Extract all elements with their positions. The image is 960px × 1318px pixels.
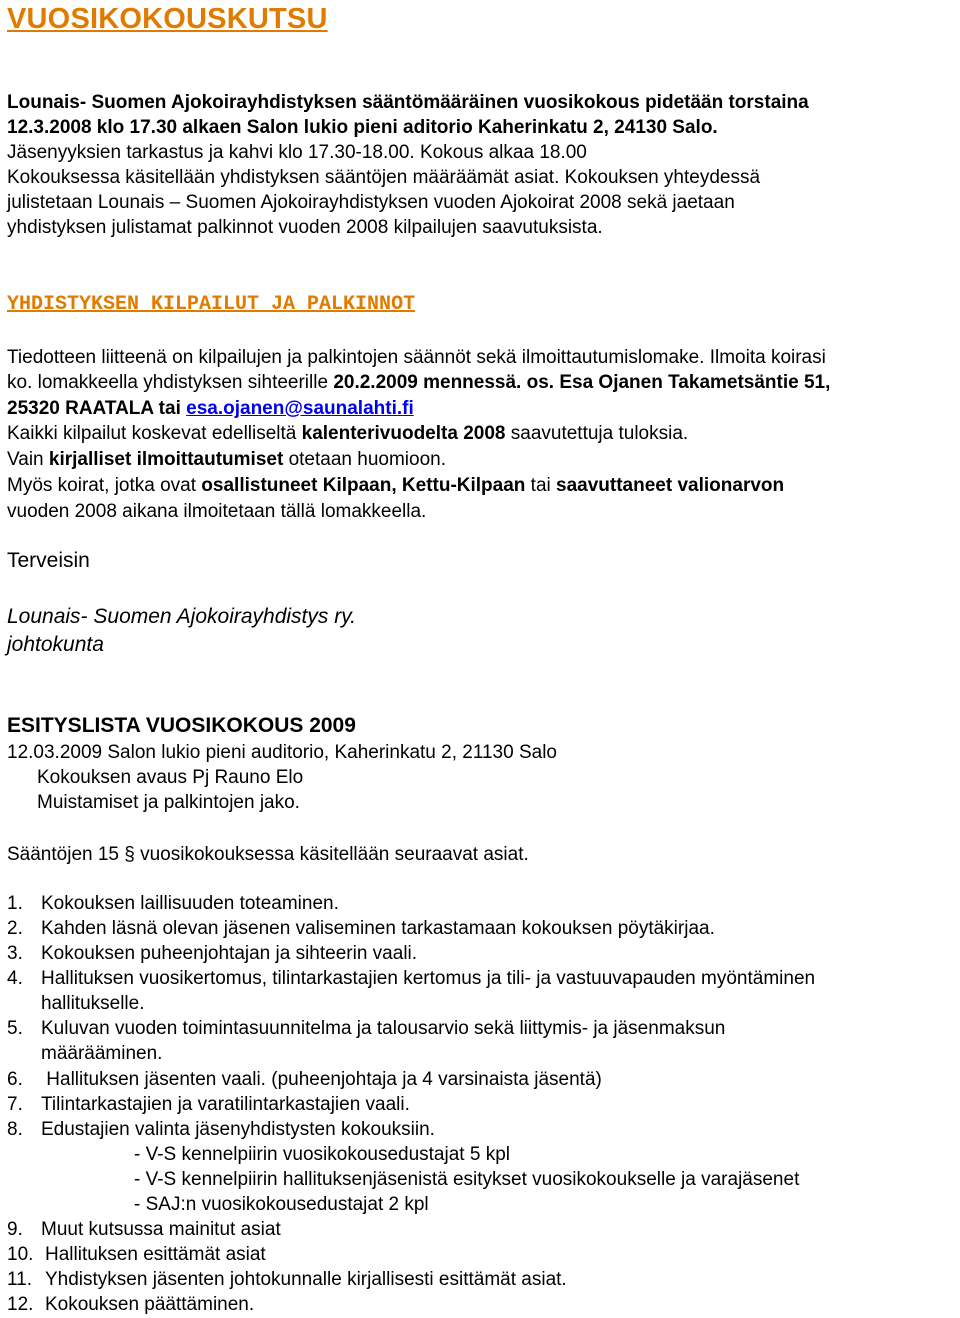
item-number: 3. <box>7 943 23 964</box>
agenda-item <box>7 1267 567 1292</box>
item-number: 11. <box>7 1269 33 1290</box>
agenda-subitem: - SAJ:n vuosikokousedustajat 2 kpl <box>134 1194 429 1215</box>
agenda-item <box>7 1117 435 1142</box>
org-signature: Lounais- Suomen Ajokoirayhdistys ry. <box>7 605 356 628</box>
item-text: Kahden läsnä olevan jäsenen valiseminen tarkastamaan kokouksen pöytäkirjaa. <box>41 918 715 939</box>
competitions-line-1: Tiedotteen liitteenä on kilpailujen ja palkintojen säännöt sekä ilmoittautumislomake. Ilmoita koirasi <box>7 347 826 368</box>
item-number: 6. <box>7 1069 23 1090</box>
agenda-opening: Kokouksen avaus Pj Rauno Elo <box>37 767 304 788</box>
agenda-item <box>7 1217 281 1242</box>
competitions-line-5 <box>7 447 446 472</box>
intro-line-1: Lounais- Suomen Ajokoirayhdistyksen sääntömääräinen vuosikokous pidetään torstaina <box>7 92 809 113</box>
agenda-subitem: - V-S kennelpiirin vuosikokousedustajat 5 kpl <box>134 1144 510 1165</box>
competitions-line-2 <box>7 370 830 395</box>
competitions-line-4a: Kaikki kilpailut koskevat edelliseltä <box>7 423 302 444</box>
agenda-item <box>7 1292 254 1317</box>
agenda-rules-line: Sääntöjen 15 § vuosikokouksessa käsitellään seuraavat asiat. <box>7 844 529 865</box>
agenda-item <box>7 1092 410 1117</box>
item-text: Kokouksen puheenjohtajan ja sihteerin vaali. <box>41 943 418 964</box>
agenda-item <box>7 916 715 941</box>
agenda-memorial: Muistamiset ja palkintojen jako. <box>37 792 300 813</box>
item-text: Yhdistyksen jäsenten johtokunnalle kirjallisesti esittämät asiat. <box>45 1269 567 1290</box>
agenda-item <box>7 1067 602 1092</box>
competitions-line-3 <box>7 396 414 421</box>
competitions-line-5a: Vain <box>7 449 49 470</box>
item-text: Hallituksen vuosikertomus, tilintarkastajien kertomus ja tili- ja vastuuvapauden myöntäminen <box>41 968 816 989</box>
competitions-line-7: vuoden 2008 aikana ilmoitetaan tällä lomakkeella. <box>7 501 427 522</box>
competitions-line-5c: otetaan huomioon. <box>283 449 446 470</box>
item-number: 4. <box>7 968 23 989</box>
item-number: 1. <box>7 893 23 914</box>
agenda-heading: ESITYSLISTA VUOSIKOKOUS 2009 <box>7 714 356 737</box>
section-heading-competitions: YHDISTYKSEN KILPAILUT JA PALKINNOT <box>7 293 416 316</box>
page-title: VUOSIKOKOUSKUTSU <box>7 3 328 35</box>
participated-text: osallistuneet Kilpaan, Kettu-Kilpaan <box>201 475 526 496</box>
item-text: Tilintarkastajien ja varatilintarkastajien vaali. <box>41 1094 410 1115</box>
agenda-date-line: 12.03.2009 Salon lukio pieni auditorio, Kaherinkatu 2, 21130 Salo <box>7 742 557 763</box>
intro-line-2: 12.3.2008 klo 17.30 alkaen Salon lukio pieni aditorio Kaherinkatu 2, 24130 Salo. <box>7 117 718 138</box>
competitions-line-6 <box>7 473 784 498</box>
item-number: 2. <box>7 918 23 939</box>
deadline-text: 20.2.2009 mennessä. os. Esa Ojanen Takametsäntie 51, <box>333 372 831 393</box>
item-number: 5. <box>7 1018 23 1039</box>
item-number: 12. <box>7 1294 34 1315</box>
competitions-line-4 <box>7 421 688 446</box>
item-text: Hallituksen esittämät asiat <box>45 1244 266 1265</box>
item-number: 9. <box>7 1219 23 1240</box>
item-text: Kokouksen päättäminen. <box>45 1294 255 1315</box>
calendar-year-text: kalenterivuodelta 2008 <box>301 423 506 444</box>
competitions-line-2a: ko. lomakkeella yhdistyksen sihteerille <box>7 372 334 393</box>
address-text: 25320 RAATALA tai <box>7 398 187 419</box>
agenda-item <box>7 941 417 966</box>
board-signature: johtokunta <box>7 633 104 656</box>
agenda-subitem: - V-S kennelpiirin hallituksenjäsenistä esitykset vuosikokoukselle ja varajäsenet <box>134 1169 800 1190</box>
item-number: 7. <box>7 1094 23 1115</box>
agenda-item <box>7 1016 725 1041</box>
agenda-item <box>7 1242 266 1267</box>
intro-line-4: Kokouksessa käsitellään yhdistyksen sääntöjen määräämät asiat. Kokouksen yhteydessä <box>7 167 761 188</box>
champion-text: saavuttaneet valionarvon <box>556 475 785 496</box>
agenda-item <box>7 966 815 991</box>
item-number: 10. <box>7 1244 34 1265</box>
agenda-item <box>7 891 339 916</box>
competitions-line-6a: Myös koirat, jotka ovat <box>7 475 202 496</box>
greeting: Terveisin <box>7 549 90 572</box>
competitions-line-6c: tai <box>525 475 557 496</box>
item-text: Edustajien valinta jäsenyhdistysten kokouksiin. <box>41 1119 435 1140</box>
item-text: Kokouksen laillisuuden toteaminen. <box>41 893 339 914</box>
item-text: Kuluvan vuoden toimintasuunnitelma ja talousarvio sekä liittymis- ja jäsenmaksun <box>41 1018 726 1039</box>
item-number: 8. <box>7 1119 23 1140</box>
written-registration-text: kirjalliset ilmoittautumiset <box>48 449 284 470</box>
email-link[interactable]: esa.ojanen@saunalahti.fi <box>186 398 414 419</box>
agenda-item-continuation: määrääminen. <box>41 1043 163 1064</box>
intro-line-3: Jäsenyyksien tarkastus ja kahvi klo 17.30-18.00. Kokous alkaa 18.00 <box>7 142 587 163</box>
intro-line-6: yhdistyksen julistamat palkinnot vuoden 2008 kilpailujen saavutuksista. <box>7 217 603 238</box>
competitions-line-4c: saavutettuja tuloksia. <box>505 423 689 444</box>
item-text: Hallituksen jäsenten vaali. (puheenjohtaja ja 4 varsinaista jäsentä) <box>41 1069 602 1090</box>
agenda-item-continuation: hallitukselle. <box>41 993 145 1014</box>
intro-line-5: julistetaan Lounais – Suomen Ajokoirayhdistyksen vuoden Ajokoirat 2008 sekä jaetaan <box>7 192 735 213</box>
item-text: Muut kutsussa mainitut asiat <box>41 1219 281 1240</box>
